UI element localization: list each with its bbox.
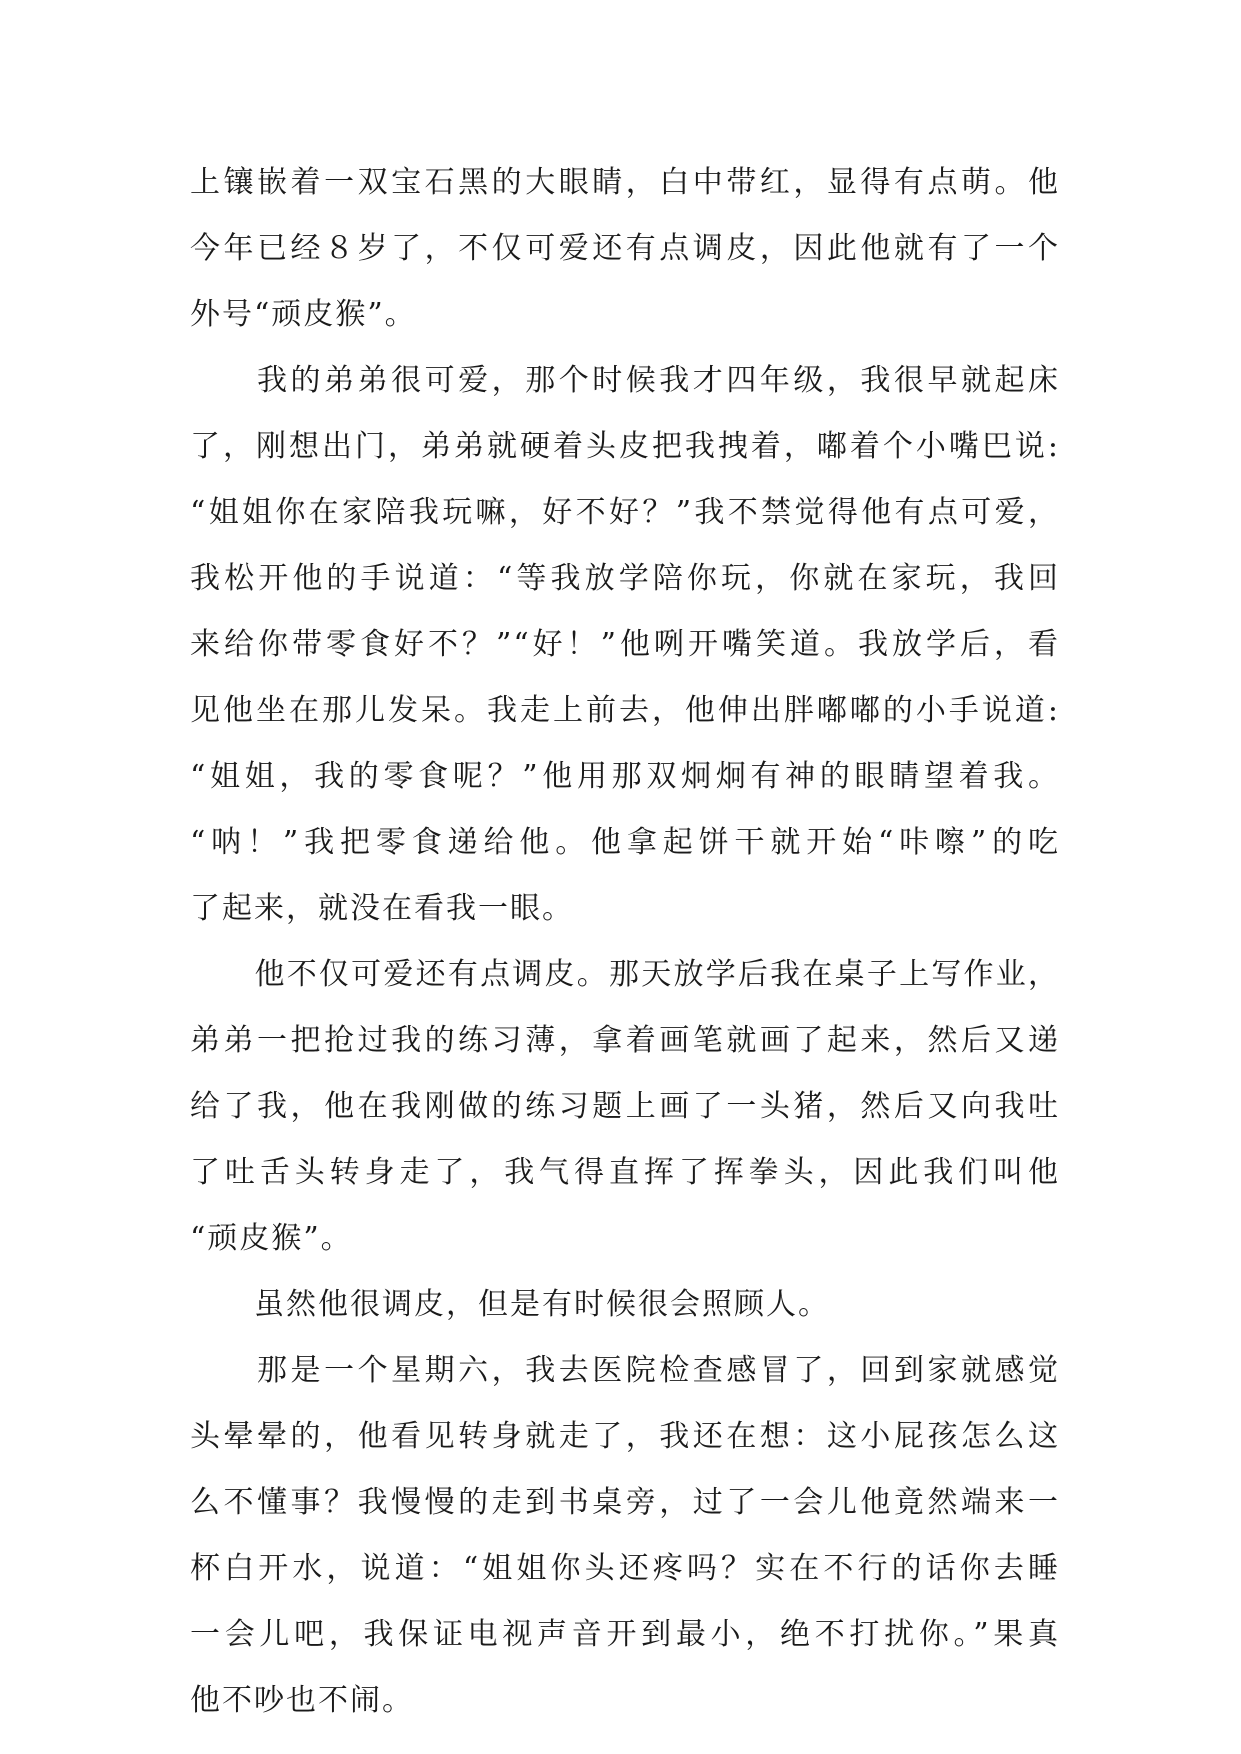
text-line: 外号“顽皮猴”。 (190, 297, 417, 332)
text-line: 弟弟一把抢过我的练习薄，拿着画笔就画了起来，然后又递 (190, 1023, 1060, 1058)
text-line: 他不仅可爱还有点调皮。那天放学后我在桌子上写作业， (190, 957, 1060, 992)
text-line: “姐姐，我的零食呢？”他用那双炯炯有神的眼睛望着我。 (190, 759, 1060, 794)
text-line: 了起来，就没在看我一眼。 (190, 891, 574, 926)
text-line: “姐姐你在家陪我玩嘛，好不好？”我不禁觉得他有点可爱， (190, 495, 1060, 530)
text-line: 那是一个星期六，我去医院检查感冒了，回到家就感觉 (190, 1353, 1060, 1388)
text-line: 他不吵也不闹。 (190, 1683, 414, 1718)
text-line: 了吐舌头转身走了，我气得直挥了挥拳头，因此我们叫他 (190, 1155, 1060, 1190)
text-line: 见他坐在那儿发呆。我走上前去，他伸出胖嘟嘟的小手说道: (190, 693, 1060, 728)
text-line: 我松开他的手说道：“等我放学陪你玩，你就在家玩，我回 (190, 561, 1060, 596)
text-line: 头晕晕的，他看见转身就走了，我还在想：这小屁孩怎么这 (190, 1419, 1060, 1454)
text-line: 给了我，他在我刚做的练习题上画了一头猪，然后又向我吐 (190, 1089, 1060, 1124)
body-text (190, 163, 1060, 1747)
text-line: “呐！”我把零食递给他。他拿起饼干就开始“咔嚓”的吃 (190, 825, 1060, 860)
text-line: 今年已经８岁了，不仅可爱还有点调皮，因此他就有了一个 (190, 231, 1060, 266)
text-line: 一会儿吧，我保证电视声音开到最小，绝不打扰你。”果真 (190, 1617, 1060, 1652)
text-line: 么不懂事？我慢慢的走到书桌旁，过了一会儿他竟然端来一 (190, 1485, 1060, 1520)
text-line: 虽然他很调皮，但是有时候很会照顾人。 (190, 1287, 830, 1322)
text-line: 上镶嵌着一双宝石黑的大眼睛，白中带红，显得有点萌。他 (190, 165, 1060, 200)
text-line: “顽皮猴”。 (190, 1221, 353, 1256)
text-line: 杯白开水，说道：“姐姐你头还疼吗？实在不行的话你去睡 (190, 1551, 1060, 1586)
text-line: 了，刚想出门，弟弟就硬着头皮把我拽着，嘟着个小嘴巴说: (190, 429, 1060, 464)
text-line: 我的弟弟很可爱，那个时候我才四年级，我很早就起床 (190, 363, 1060, 398)
text-line: 来给你带零食好不？”“好！”他咧开嘴笑道。我放学后，看 (190, 627, 1060, 662)
